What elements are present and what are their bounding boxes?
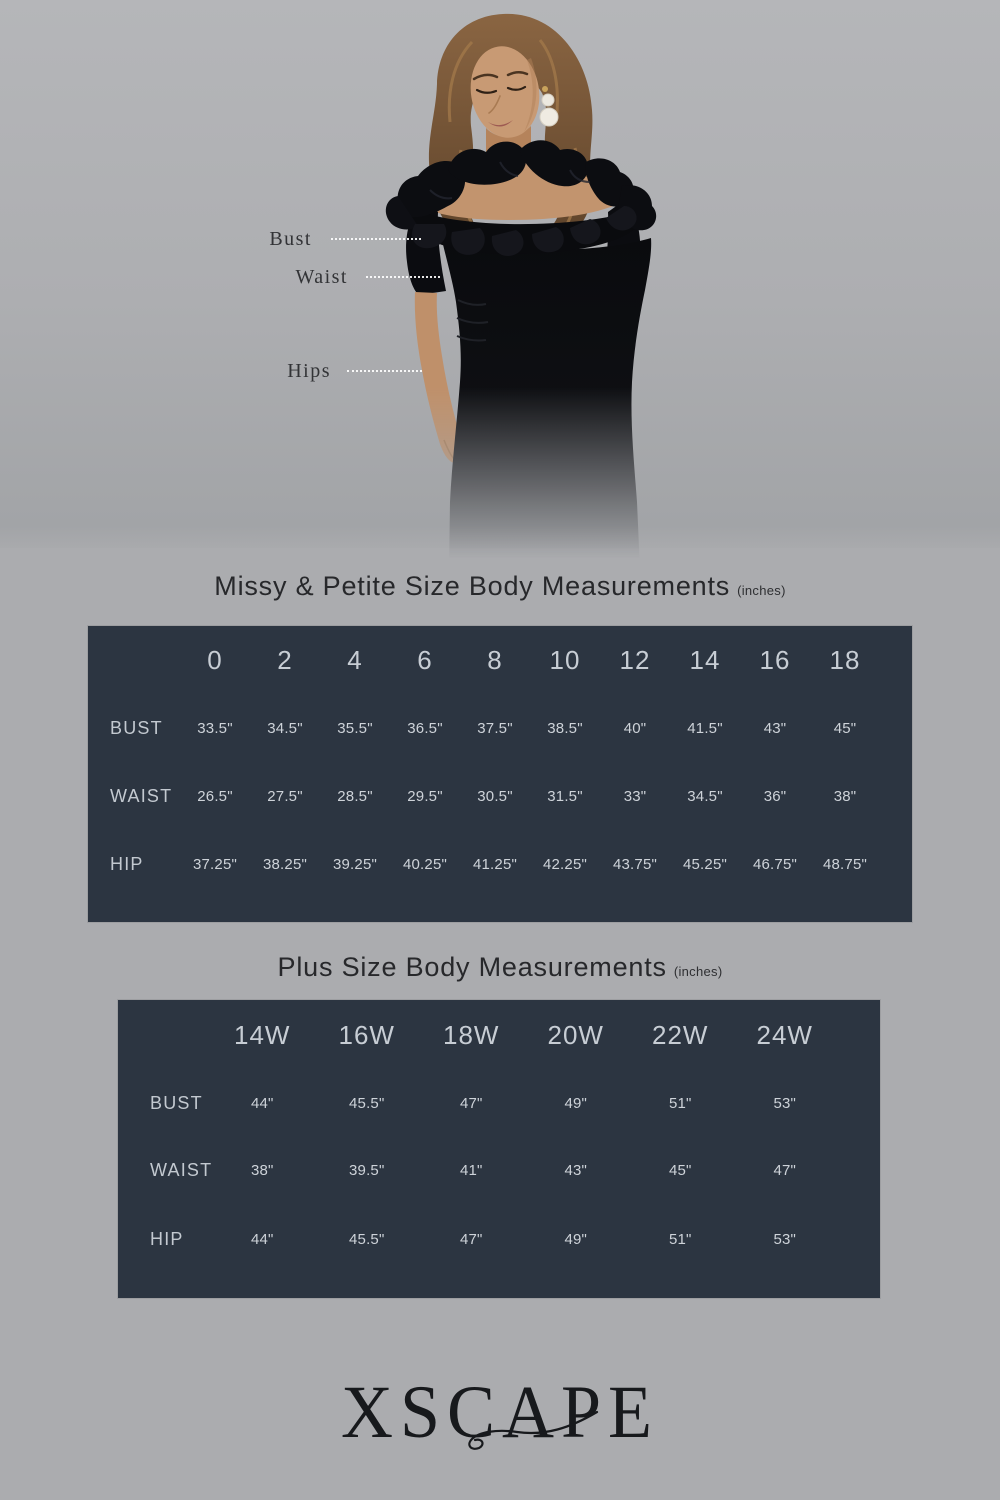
size-column-header: 4	[347, 644, 363, 675]
plus-title-units: (inches)	[673, 964, 723, 979]
measurement-value: 33"	[623, 787, 647, 805]
size-column-header: 0	[207, 644, 223, 675]
measurement-value: 41.5"	[687, 719, 723, 737]
measurement-value: 43"	[564, 1161, 588, 1179]
hips-leader-line	[347, 370, 422, 372]
measurement-value: 34.5"	[267, 719, 303, 737]
measurement-value: 47"	[459, 1094, 483, 1112]
measurement-value: 45.5"	[348, 1094, 385, 1112]
earring-bead	[540, 108, 558, 126]
measurement-value: 46.75"	[752, 855, 798, 873]
measurement-value: 31.5"	[547, 787, 583, 805]
size-column-header: 24W	[756, 1019, 813, 1050]
measurement-value: 49"	[564, 1230, 588, 1248]
missy-section-title	[0, 570, 1000, 602]
measurement-row-label: BUST	[110, 717, 163, 738]
size-column-header: 8	[487, 644, 503, 675]
bust-leader-line	[331, 238, 421, 240]
size-column-header: 20W	[547, 1019, 604, 1050]
plus-title-text: Plus Size Body Measurements	[277, 952, 667, 982]
measurement-row-label: HIP	[110, 853, 144, 874]
measurement-row-label: WAIST	[150, 1159, 213, 1180]
measurement-value: 34.5"	[687, 787, 723, 805]
size-column-header: 18W	[443, 1019, 500, 1050]
measurement-value: 40"	[623, 719, 647, 737]
model-photo	[0, 0, 1000, 570]
measurement-value: 37.5"	[477, 719, 513, 737]
measurement-value: 44"	[250, 1230, 274, 1248]
plus-section-title	[0, 951, 1000, 983]
measurement-value: 48.75"	[822, 855, 868, 873]
size-column-header: 16	[759, 644, 791, 675]
measurement-row-label: HIP	[150, 1228, 184, 1249]
measurement-value: 38"	[250, 1161, 274, 1179]
measurement-value: 43"	[763, 719, 787, 737]
brand-logo: XSCAPE	[340, 1370, 660, 1454]
size-column-header: 12	[619, 644, 651, 675]
size-column-header: 14	[689, 644, 721, 675]
measurement-value: 39.25"	[332, 855, 378, 873]
measurement-value: 27.5"	[267, 787, 303, 805]
measurement-value: 47"	[773, 1161, 797, 1179]
measurement-value: 45"	[833, 719, 857, 737]
measurement-value: 53"	[773, 1230, 797, 1248]
missy-title-units: (inches)	[737, 583, 786, 598]
earring-stud	[542, 86, 548, 92]
measurement-value: 35.5"	[337, 719, 373, 737]
measurement-row-label: WAIST	[110, 785, 173, 806]
earring-bead	[542, 94, 554, 106]
measurement-value: 26.5"	[197, 787, 233, 805]
measurement-value: 43.75"	[612, 855, 658, 873]
size-column-header: 16W	[338, 1019, 395, 1050]
measurement-value: 28.5"	[337, 787, 373, 805]
size-column-header: 6	[417, 644, 433, 675]
measurement-value: 53"	[773, 1094, 797, 1112]
table-corner	[88, 626, 180, 694]
measurement-value: 33.5"	[197, 719, 233, 737]
measurement-value: 38"	[833, 787, 857, 805]
hips-label: Hips	[287, 360, 331, 382]
size-column-header: 22W	[652, 1019, 709, 1050]
measurement-value: 45"	[668, 1161, 692, 1179]
measurement-value: 38.5"	[547, 719, 583, 737]
waist-leader-line	[366, 276, 440, 278]
measurement-value: 37.25"	[192, 855, 238, 873]
measurement-value: 41"	[459, 1161, 483, 1179]
measurement-value: 45.5"	[348, 1230, 385, 1248]
waist-label: Waist	[295, 266, 348, 288]
missy-title-text: Missy & Petite Size Body Measurements	[214, 571, 731, 601]
measurement-value: 51"	[668, 1094, 692, 1112]
dress-body	[441, 236, 651, 570]
measurement-value: 30.5"	[477, 787, 513, 805]
measurement-value: 38.25"	[262, 855, 308, 873]
measurement-value: 45.25"	[682, 855, 728, 873]
measurement-value: 41.25"	[472, 855, 518, 873]
measurement-value: 29.5"	[407, 787, 443, 805]
measurement-value: 47"	[459, 1230, 483, 1248]
plus-size-table	[118, 1000, 880, 1298]
measurement-value: 49"	[564, 1094, 588, 1112]
measurement-row-label: BUST	[150, 1092, 203, 1113]
size-column-header: 14W	[234, 1019, 291, 1050]
measurement-value: 36.5"	[407, 719, 443, 737]
bust-label: Bust	[269, 228, 312, 250]
measurement-value: 44"	[250, 1094, 274, 1112]
measurement-value: 42.25"	[542, 855, 588, 873]
measurement-value: 39.5"	[348, 1161, 385, 1179]
measurement-value: 36"	[763, 787, 787, 805]
measurement-value: 51"	[668, 1230, 692, 1248]
size-column-header: 18	[829, 644, 861, 675]
missy-size-table	[88, 626, 912, 922]
size-column-header: 2	[277, 644, 293, 675]
measurement-value: 40.25"	[402, 855, 448, 873]
table-corner	[118, 1000, 210, 1070]
size-column-header: 10	[549, 644, 581, 675]
